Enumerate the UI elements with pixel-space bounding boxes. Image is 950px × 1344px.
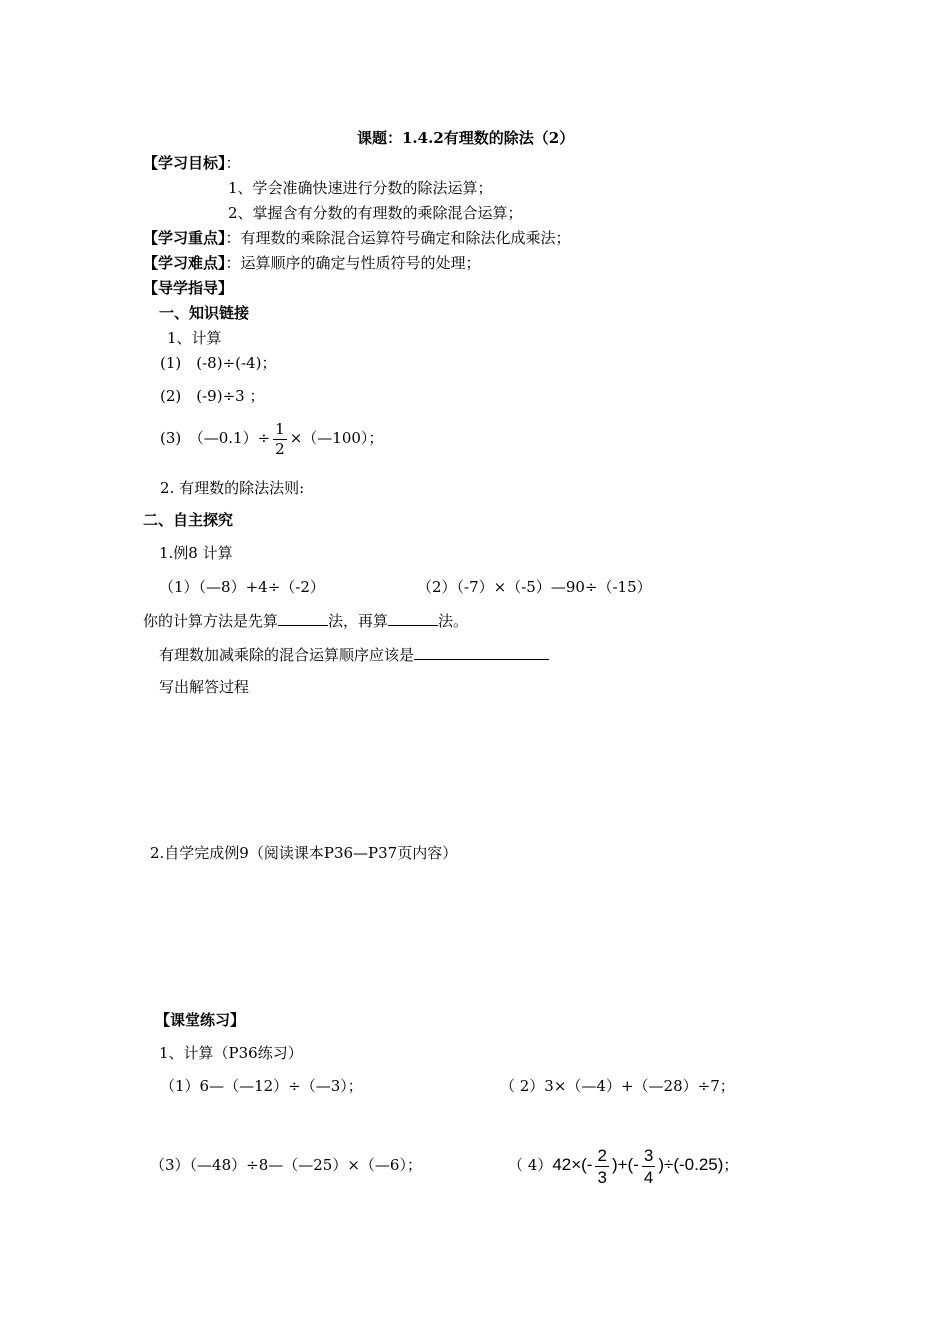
question-4-end: ；: [723, 1156, 739, 1174]
section2-heading: 二、自主探究: [143, 511, 234, 529]
problem-1: (1) (-8)÷(-4)；: [160, 354, 277, 372]
difficulty-line: [143, 253, 481, 273]
example-8-title: 1.例8 计算: [159, 544, 233, 562]
fraction-numerator: 3: [643, 1145, 654, 1165]
question-4-label: （ 4）: [508, 1156, 553, 1174]
section1-heading: 一、知识链接: [159, 304, 250, 322]
fraction-numerator: 1: [275, 419, 285, 438]
practice-question-4: [508, 1143, 738, 1187]
objectives-colon: ：: [225, 154, 241, 172]
section1-sub2: 2. 有理数的除法法则:: [160, 479, 305, 497]
write-process-prompt: 写出解答过程: [159, 678, 250, 696]
example-8-part-1: （1）（—8）+4÷（-2）: [159, 578, 325, 596]
section1-sub1: 1、计算: [167, 329, 222, 347]
difficulty-label: 【学习难点】: [143, 254, 226, 272]
method-question: [143, 610, 468, 631]
order-blank[interactable]: [414, 644, 549, 660]
objectives-line: [143, 153, 241, 173]
method-blank-1[interactable]: [278, 610, 328, 626]
fraction-denominator: 2: [275, 439, 285, 458]
method-text-b: 法，再算: [328, 612, 389, 630]
order-text: 有理数加减乘除的混合运算顺序应该是: [159, 646, 415, 664]
practice-heading: 【课堂练习】: [155, 1011, 246, 1029]
question-4-expr-a: 42×(-: [552, 1155, 593, 1174]
objective-item-1: 1、学会准确快速进行分数的除法运算；: [228, 179, 493, 197]
method-text-a: 你的计算方法是先算: [143, 612, 279, 630]
fraction-two-thirds: [595, 1147, 608, 1186]
fraction-denominator: 4: [643, 1167, 654, 1187]
key-point-label: 【学习重点】: [143, 229, 226, 247]
practice-question-1: （1）6—（—12）÷（—3）；: [160, 1077, 363, 1095]
fraction-three-quarters: [642, 1147, 655, 1186]
key-point-text: ：有理数的乘除混合运算符号确定和除法化成乘法；: [225, 229, 571, 247]
problem-3-suffix: ×（—100）；: [289, 429, 384, 447]
order-question: [159, 644, 549, 665]
example-8-part-2: （2）（-7）×（-5）—90÷（-15）: [417, 578, 652, 596]
method-text-c: 法。: [438, 612, 469, 630]
practice-question-2: （ 2）3×（—4）+（—28）÷7；: [500, 1077, 735, 1095]
page-title: 课题：1.4.2有理数的除法（2）: [357, 129, 575, 147]
key-point-line: [143, 228, 571, 248]
fraction-denominator: 3: [597, 1167, 607, 1187]
example-9-title: 2.自学完成例9（阅读课本P36—P37页内容）: [150, 844, 458, 862]
question-4-expr-c: )÷(-0.25): [658, 1155, 724, 1174]
objective-item-2: 2、掌握含有分数的有理数的乘除混合运算；: [228, 204, 523, 222]
difficulty-text: ：运算顺序的确定与性质符号的处理；: [225, 254, 481, 272]
fraction-one-half: [273, 419, 287, 458]
practice-question-3: （3）（—48）÷8—（—25）×（—6）；: [150, 1156, 422, 1174]
problem-3-prefix: (3) （—0.1）÷: [160, 429, 271, 447]
problem-2: (2) (-9)÷3 ；: [160, 387, 265, 405]
fraction-numerator: 2: [597, 1145, 607, 1165]
guide-label: 【导学指导】: [143, 279, 234, 297]
question-4-expr-b: )+(-: [611, 1155, 639, 1174]
method-blank-2[interactable]: [388, 610, 438, 626]
practice-sub1: 1、计算（P36练习）: [159, 1044, 303, 1062]
problem-3: [160, 418, 383, 458]
objectives-label: 【学习目标】: [143, 154, 226, 172]
